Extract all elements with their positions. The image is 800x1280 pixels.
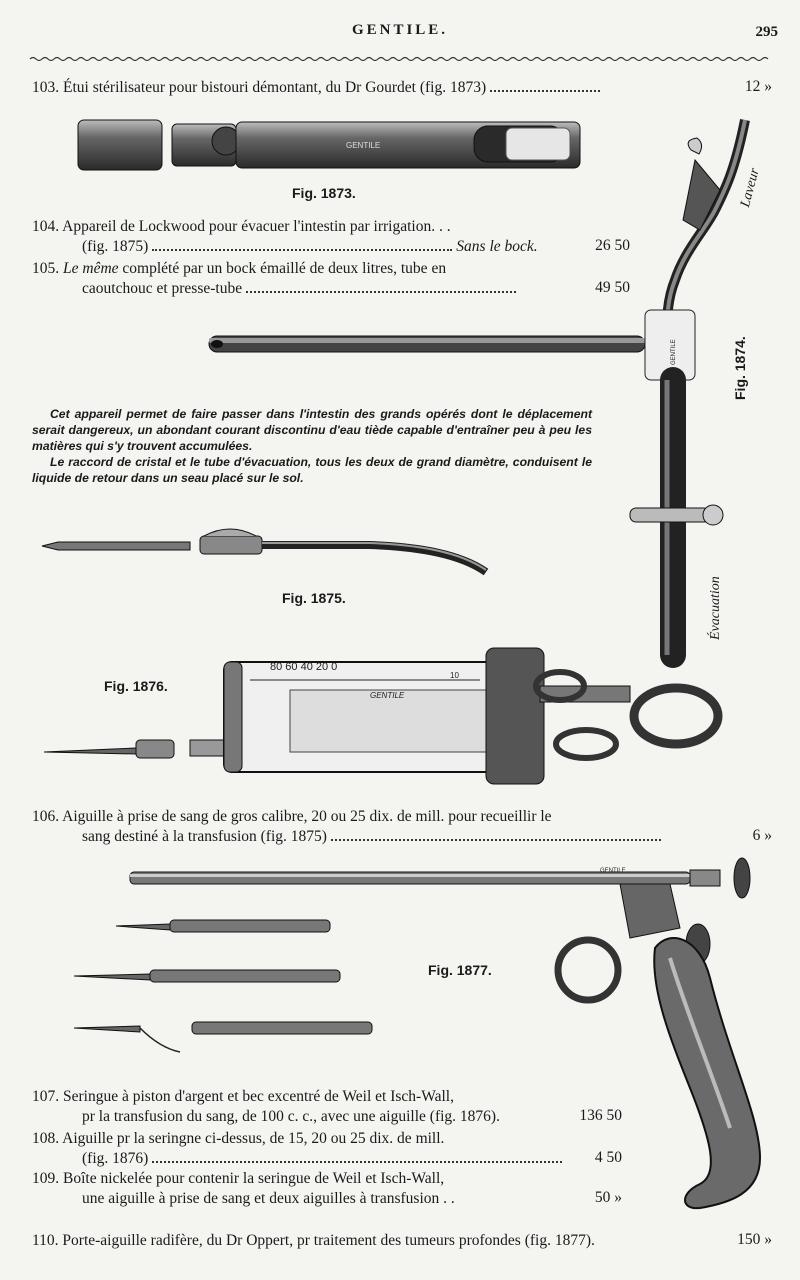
page-header-title: GENTILE.: [351, 22, 449, 38]
label-evacuation: Évacuation: [708, 576, 723, 640]
entry-106-line2: [82, 827, 665, 847]
fig-1874-illustration: [205, 110, 765, 670]
entry-106-line1: 106. Aiguille à prise de sang de gros calibre, 20 ou 25 dix. de mill. pour recueillir le: [32, 808, 552, 825]
fig-1874-caption: Fig. 1874.: [732, 336, 748, 400]
entry-103-text: 103. Étui stérilisateur pour bistouri démontant, du Dr Gourdet (fig. 1873): [32, 79, 487, 96]
fig-1874-brand: GENTILE: [671, 339, 677, 365]
fig-1875-caption: Fig. 1875.: [282, 590, 346, 606]
fig-1877-caption: Fig. 1877.: [428, 962, 492, 978]
entry-106-price: 6 »: [752, 827, 772, 844]
entry-110: 110. Porte-aiguille radifère, du Dr Oppert, pr traitement des tumeurs profondes (fig. 1877).: [32, 1232, 595, 1249]
entry-103-price: 12 »: [744, 78, 772, 95]
entry-107-line2: pr la transfusion du sang, de 100 c. c., avec une aiguille (fig. 1876).: [82, 1108, 500, 1125]
entry-103: [32, 78, 604, 98]
entry-105-number: 105.: [32, 260, 60, 277]
label-laveur: Laveur: [738, 166, 763, 209]
fig-1873-brand: GENTILE: [346, 141, 381, 150]
entry-107-line1: 107. Seringue à piston d'argent et bec excentré de Weil et Isch-Wall,: [32, 1088, 454, 1105]
entry-109-price: 50 »: [594, 1189, 622, 1206]
dot-leader: [152, 1161, 562, 1163]
entry-108-line2: [82, 1149, 566, 1169]
entry-105-cont: caoutchouc et presse-tube: [82, 280, 243, 297]
entry-105-price: 49 50: [595, 279, 630, 296]
fig-1876-illustration: [40, 640, 730, 790]
entry-109-line1: 109. Boîte nickelée pour contenir la seringue de Weil et Isch-Wall,: [32, 1170, 445, 1187]
entry-108-cont: (fig. 1876): [82, 1150, 149, 1167]
entry-110-price: 150 »: [737, 1231, 772, 1248]
syringe-scale-10: 10: [450, 671, 459, 680]
page-number: 295: [755, 24, 778, 40]
fig-1873-caption: Fig. 1873.: [292, 185, 356, 201]
description-block: [32, 406, 592, 486]
entry-105-emph: Le même: [63, 260, 119, 277]
fig-1875-illustration: [40, 522, 490, 582]
fig-1877-brand: GENTILE: [600, 868, 626, 874]
entry-104-line1: 104. Appareil de Lockwood pour évacuer l'intestin par irrigation. . .: [32, 218, 451, 235]
entry-109-line2: une aiguille à prise de sang et deux aiguilles à transfusion . .: [82, 1190, 455, 1207]
dot-leader: [331, 839, 661, 841]
fig-1876-caption: Fig. 1876.: [104, 678, 168, 694]
syringe-brand: GENTILE: [370, 691, 405, 700]
header-wavy-rule: [30, 56, 772, 60]
entry-107-price: 136 50: [579, 1107, 622, 1124]
description-p2: Le raccord de cristal et le tube d'évacuation, tous les deux de grand diamètre, conduisent le liquide de retour dans un seau placé sur le sol.: [32, 455, 592, 485]
entry-105-text: complété par un bock émaillé de deux litres, tube en: [122, 260, 447, 277]
entry-104-note: Sans le bock.: [456, 238, 538, 255]
entry-104-price: 26 50: [595, 237, 630, 254]
entry-108-line1: 108. Aiguille pr la seringne ci-dessus, de 15, 20 ou 25 dix. de mill.: [32, 1130, 445, 1147]
syringe-scale: 80 60 40 20 0: [270, 661, 338, 673]
entry-108-price: 4 50: [594, 1149, 622, 1166]
description-p1: Cet appareil permet de faire passer dans l'intestin des grands opérés dont le déplacement serait dangereux, un abondant courant discontinu d'eau tiède capable d'entraîner peu à peu les matières qui s'y trouvent accumulées.: [32, 407, 592, 453]
entry-104-fig-ref: (fig. 1875): [82, 238, 149, 255]
dot-leader: [490, 90, 600, 92]
entry-106-cont: sang destiné à la transfusion (fig. 1875): [82, 828, 327, 845]
